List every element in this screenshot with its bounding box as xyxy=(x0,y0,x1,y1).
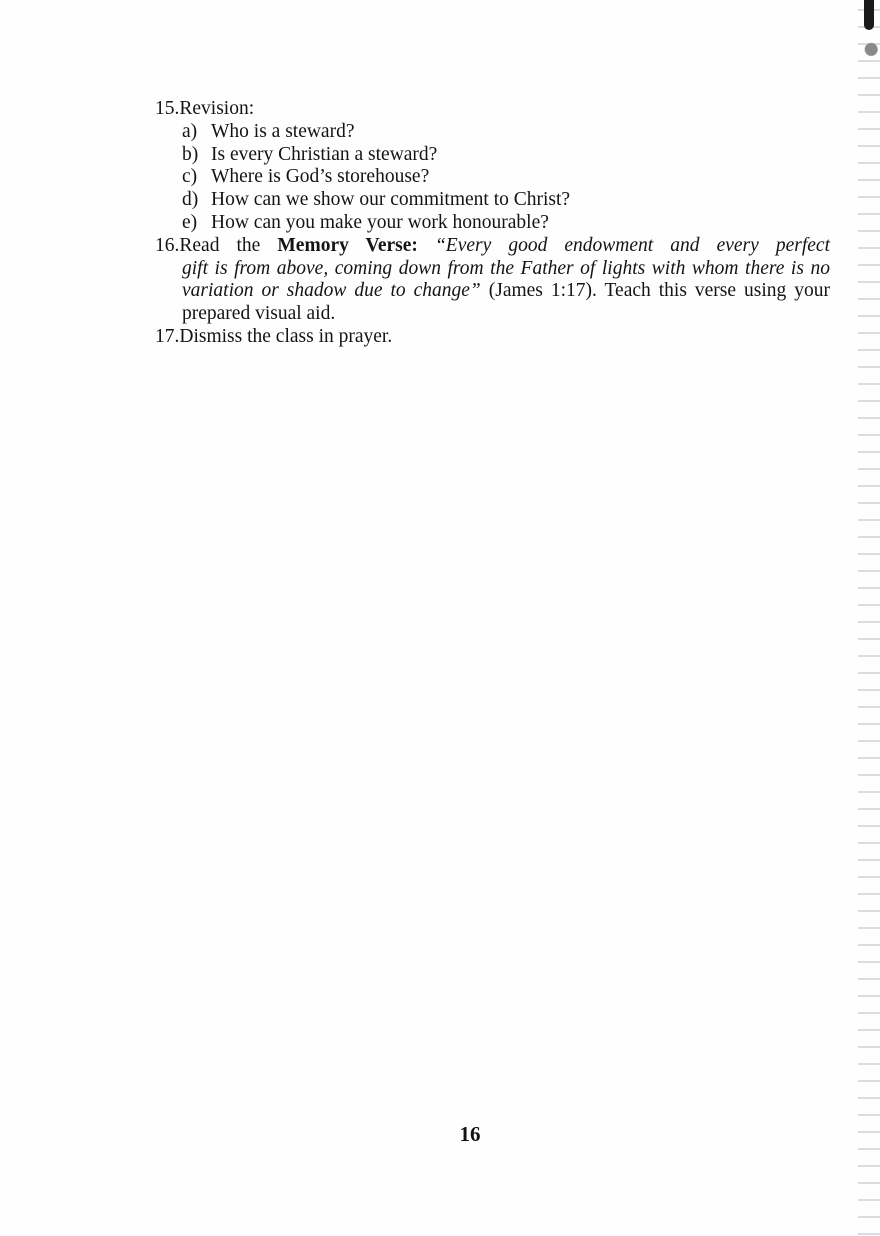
step-text: Dismiss the class in prayer. xyxy=(179,325,393,347)
list-letter: e) xyxy=(182,211,198,233)
step-prefix: Read the xyxy=(179,234,278,256)
list-letter: b) xyxy=(182,143,199,165)
memory-verse-quote-start: “Every good endowment and every perfect xyxy=(417,234,830,256)
list-letter: a) xyxy=(182,120,198,142)
list-letter: c) xyxy=(182,166,198,188)
list-letter: d) xyxy=(182,189,199,211)
lesson-steps xyxy=(155,98,830,349)
list-item xyxy=(182,144,830,167)
verse-reference: (James 1:17). Teach this verse using your prepared visual aid. xyxy=(182,280,830,325)
step-number: 17. xyxy=(155,325,180,347)
step-number: 16. xyxy=(155,234,180,256)
step-16-continuation xyxy=(155,258,830,326)
step-number: 15. xyxy=(155,98,180,119)
step-16-first-line xyxy=(155,235,830,258)
page-number: 16 xyxy=(459,1122,481,1146)
question-text: How can we show our commitment to Christ? xyxy=(211,189,571,211)
list-item xyxy=(182,212,830,235)
question-text: Is every Christian a steward? xyxy=(211,143,438,165)
step-15 xyxy=(155,98,830,235)
memory-verse-label: Memory Verse: xyxy=(277,234,418,256)
revision-questions xyxy=(155,121,830,235)
question-text: Who is a steward? xyxy=(211,120,355,142)
step-label: Revision: xyxy=(179,98,255,119)
step-17-heading xyxy=(155,326,830,349)
question-text: How can you make your work honourable? xyxy=(211,211,549,233)
scanned-page-edge xyxy=(858,0,880,1236)
list-item xyxy=(182,189,830,212)
memory-verse-quote: gift is from above, coming down from the Father of lights with whom there is no variation or shadow due to change” xyxy=(182,257,830,302)
step-15-heading xyxy=(155,98,830,121)
step-17 xyxy=(155,326,830,349)
list-item xyxy=(182,166,830,189)
list-item xyxy=(182,121,830,144)
binding-mark xyxy=(864,0,874,30)
question-text: Where is God’s storehouse? xyxy=(211,166,430,188)
step-16 xyxy=(155,235,830,326)
